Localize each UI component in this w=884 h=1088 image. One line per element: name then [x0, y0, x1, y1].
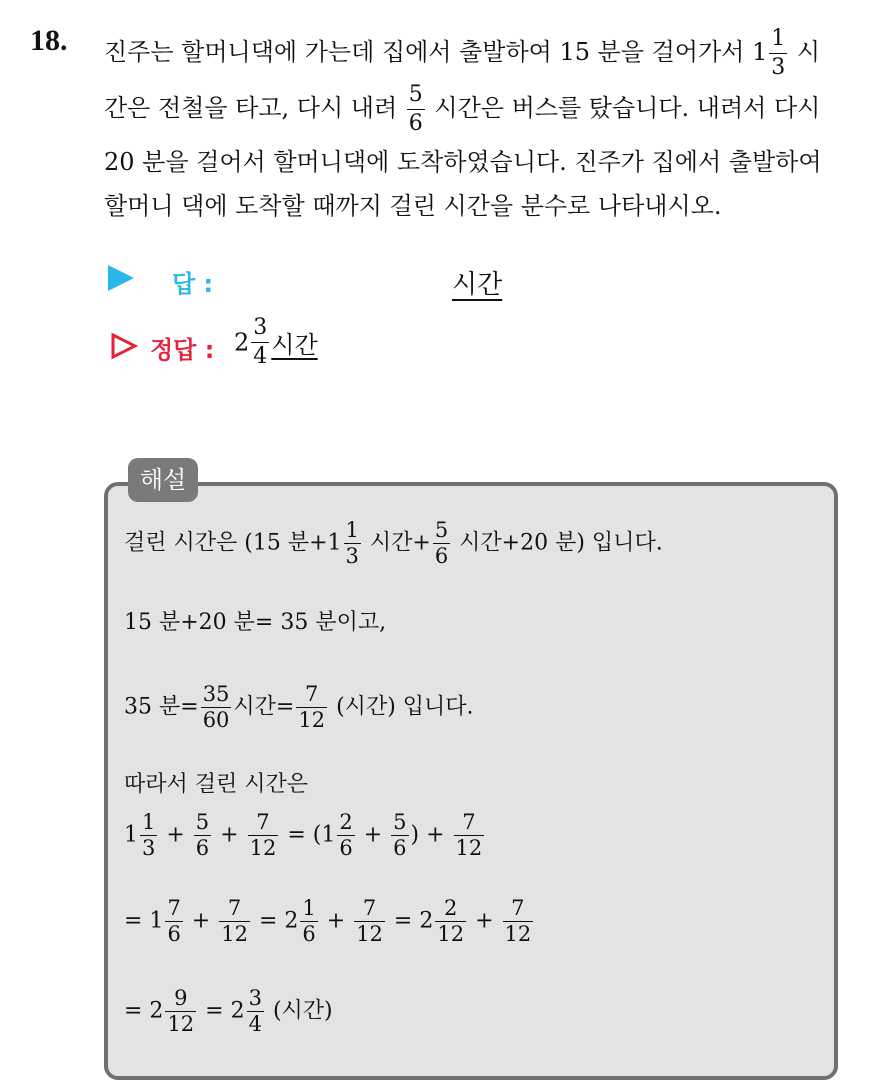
- answer-label: 답 :: [172, 270, 214, 298]
- explanation-line-5: 1 $\frac{1}{3}$ + $\frac{5}{6}$ + $\frac{7}{12}$ = (1 $\frac{2}{6}$ + $\frac{5}{6}$ ) + $\frac{7}{12}$: [124, 810, 483, 860]
- explanation-line-3: 35 분= $\frac{35}{60}$ 시간= $\frac{7}{12}$ (시간) 입니다.: [124, 682, 474, 732]
- play-triangle-icon: [108, 265, 134, 291]
- answer-unit: 시간: [452, 270, 503, 300]
- explanation-line-7: = 2 $\frac{9}{12}$ = 2 $\frac{3}{4}$ (시간): [124, 986, 333, 1036]
- correct-answer-label: 정답 :: [150, 336, 215, 364]
- question-line-3: 20 분을 걸어서 할머니댁에 도착하였습니다. 진주가 집에서 출발하여: [104, 148, 822, 176]
- explanation-line-6: = 1 $\frac{7}{6}$ + $\frac{7}{12}$ = 2 $\frac{1}{6}$ + $\frac{7}{12}$ = 2 $\frac{2}{12}$ + $\frac{7}{12}$: [124, 896, 532, 946]
- explanation-line-1: 걸린 시간은 (15 분+1 $\frac{1}{3}$ 시간+ $\frac{5}{6}$ 시간+20 분) 입니다.: [124, 518, 663, 568]
- explanation-line-2: 15 분+20 분= 35 분이고,: [124, 610, 387, 635]
- explanation-tab: 해설: [128, 458, 198, 502]
- fraction: $\frac{3}{4}$: [253, 315, 268, 369]
- question-line-2: 간은 전철을 타고, 다시 내려 $\frac{5}{6}$ 시간은 버스를 탔습니다. 내려서 다시: [104, 82, 821, 136]
- question-number: 18.: [30, 24, 68, 57]
- question-line-1: 진주는 할머니댁에 가는데 집에서 출발하여 15 분을 걸어가서 1 $\frac{1}{3}$ 시: [104, 26, 821, 80]
- fraction: $\frac{5}{6}$: [408, 82, 423, 136]
- fraction: $\frac{1}{3}$: [771, 26, 786, 80]
- explanation-line-4: 따라서 걸린 시간은: [124, 772, 309, 797]
- question-line-4: 할머니 댁에 도착할 때까지 걸린 시간을 분수로 나타내시오.: [104, 192, 722, 220]
- correct-answer-value: 2 $\frac{3}{4}$ 시간: [234, 315, 318, 369]
- outline-triangle-icon: [110, 332, 138, 360]
